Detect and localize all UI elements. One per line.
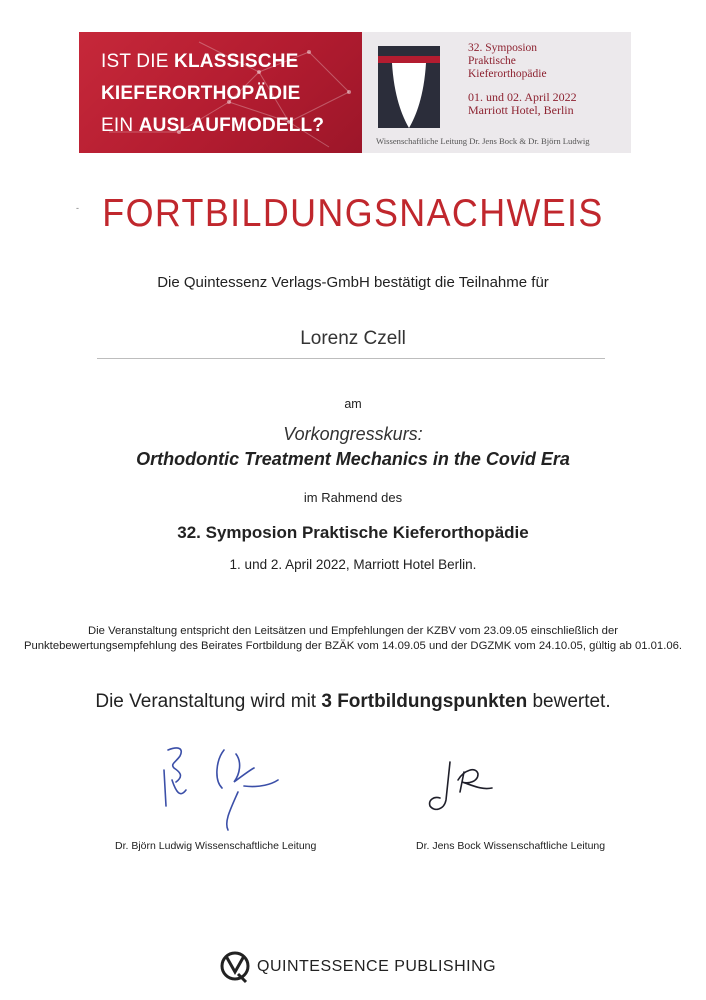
signature-ludwig-icon bbox=[150, 740, 290, 835]
legal-text-line1: Die Veranstaltung entspricht den Leitsätzen und Empfehlungen der KZBV vom 23.09.05 einschließlich der bbox=[87, 625, 619, 637]
points-value: 3 Fortbildungspunkten bbox=[321, 691, 528, 712]
stray-mark: - bbox=[76, 203, 79, 213]
publisher-name: QUINTESSENCE PUBLISHING bbox=[257, 958, 497, 975]
event-banner bbox=[79, 32, 631, 153]
banner-headline-line3: EIN AUSLAUFMODELL? bbox=[101, 115, 325, 136]
banner-credit: Wissenschaftliche Leitung Dr. Jens Bock & Dr. Björn Ludwig bbox=[376, 136, 590, 146]
signature-bock-icon bbox=[420, 752, 510, 817]
banner-headline-line2: KIEFERORTHOPÄDIE bbox=[101, 83, 301, 104]
banner-symposion-line3: Kieferorthopädie bbox=[468, 68, 547, 80]
context-text: im Rahmend des bbox=[303, 490, 403, 505]
banner-date: 01. und 02. April 2022 bbox=[468, 90, 577, 104]
legal-text-line2: Punktebewertungsempfehlung des Beirates Fortbildung der BZÄK vom 14.09.05 und der DGZMK vom 24.10.05, gültig ab 01.01.06. bbox=[23, 640, 683, 652]
banner-venue: Marriott Hotel, Berlin bbox=[468, 103, 574, 117]
quintessence-logo-icon bbox=[218, 950, 252, 984]
am-text: am bbox=[344, 397, 362, 411]
certificate-title: FORTBILDUNGSNACHWEIS bbox=[102, 192, 604, 235]
banner-headline-line1: IST DIE KLASSISCHE bbox=[101, 51, 299, 72]
banner-symposion-number: 32. Symposion bbox=[468, 42, 538, 54]
signature-caption-left: Dr. Björn Ludwig Wissenschaftliche Leitung bbox=[115, 840, 317, 852]
confirmation-text: Die Quintessenz Verlags-GmbH bestätigt die Teilnahme für bbox=[157, 274, 549, 291]
course-label: Vorkongresskurs: bbox=[283, 424, 423, 444]
banner-event-panel bbox=[362, 32, 631, 153]
symposion-logo-icon bbox=[378, 46, 440, 128]
points-statement: Die Veranstaltung wird mit 3 Fortbildungspunkten bewertet. bbox=[95, 691, 611, 712]
banner-headline-panel bbox=[79, 32, 362, 153]
participant-name: Lorenz Czell bbox=[300, 328, 406, 349]
signature-caption-right: Dr. Jens Bock Wissenschaftliche Leitung bbox=[416, 840, 606, 852]
event-name: 32. Symposion Praktische Kieferorthopädie bbox=[177, 523, 529, 542]
course-title: Orthodontic Treatment Mechanics in the Covid Era bbox=[136, 449, 570, 469]
banner-symposion-line2: Praktische bbox=[468, 55, 516, 67]
name-underline bbox=[97, 358, 605, 359]
event-date: 1. und 2. April 2022, Marriott Hotel Berlin. bbox=[229, 557, 477, 572]
